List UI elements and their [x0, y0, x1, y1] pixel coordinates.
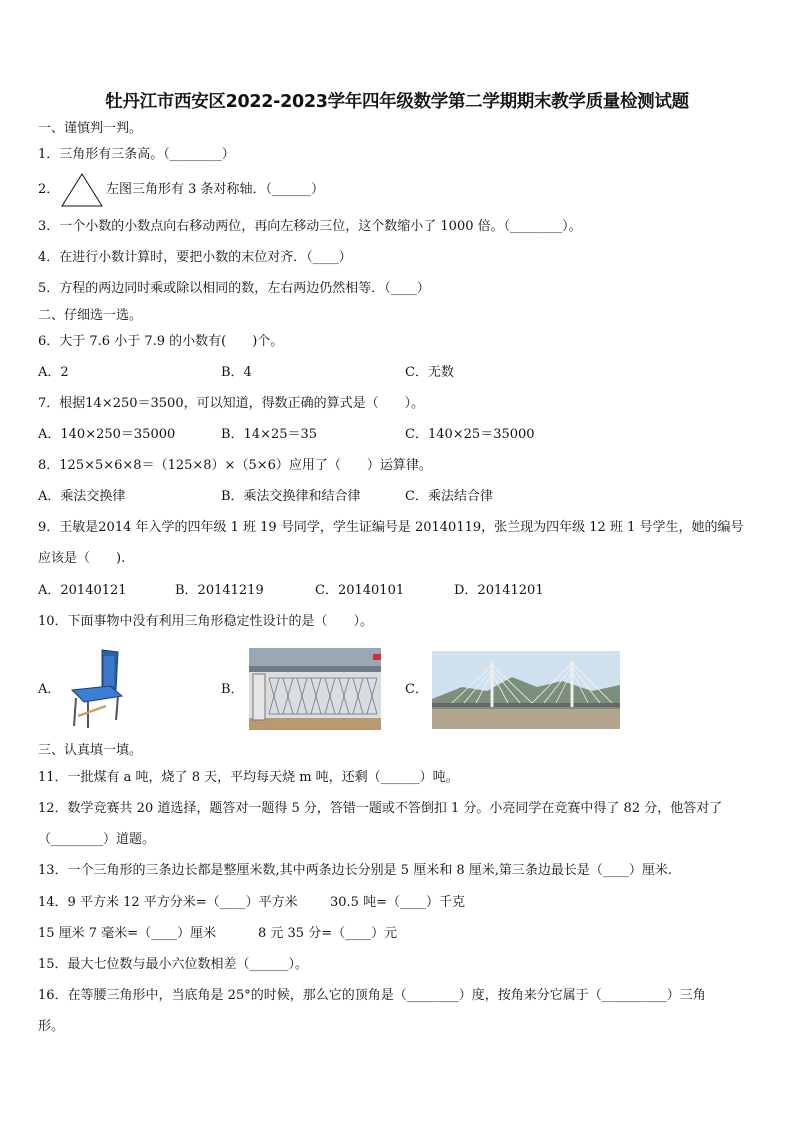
q8-option-c: C．乘法结合律: [405, 489, 493, 504]
question-4: 4．在进行小数计算时，要把小数的末位对齐．（____）: [38, 250, 352, 265]
q10-option-b: B．: [221, 682, 244, 697]
retractable-gate-image: [249, 648, 381, 730]
q8-option-b: B．乘法交换律和结合律: [221, 489, 361, 504]
question-15: 15．最大七位数与最小六位数相差（______）。: [38, 957, 309, 972]
question-16-line1: 16．在等腰三角形中，当底角是 25°的时候，那么它的顶角是（________）度，按角来分它属于（__________）三角: [38, 988, 706, 1003]
cable-stayed-bridge-image: [432, 651, 620, 729]
question-7: 7．根据14×250＝3500，可以知道，得数正确的算式是（ ）。: [38, 396, 425, 411]
q7-option-b: B．14×25＝35: [221, 427, 318, 442]
question-12-line1: 12．数学竞赛共 20 道选择，题答对一题得 5 分，答错一题或不答倒扣 1 分。小亮同学在竞赛中得了 82 分，他答对了: [38, 801, 723, 816]
question-9-line1: 9．王敏是2014 年入学的四年级 1 班 19 号同学，学生证编号是 20140119，张兰现为四年级 12 班 1 号学生，她的编号: [38, 520, 744, 535]
q8-option-a: A．乘法交换律: [38, 489, 126, 504]
question-14-part-b: 30.5 吨=（____）千克: [330, 895, 465, 910]
section-fill-heading: 三、认真填一填。: [38, 743, 143, 758]
triangle-figure: [60, 172, 104, 208]
question-6: 6．大于 7.6 小于 7.9 的小数有( )个。: [38, 334, 284, 349]
question-1: 1．三角形有三条高。（________）: [38, 147, 235, 162]
question-13: 13．一个三角形的三条边长都是整厘米数,其中两条边长分别是 5 厘米和 8 厘米,第三条边最长是（____）厘米.: [38, 863, 673, 878]
question-10: 10．下面事物中没有利用三角形稳定性设计的是（ ）。: [38, 614, 374, 629]
question-16-line2: 形。: [38, 1019, 65, 1034]
q10-option-c: C．: [405, 682, 428, 697]
question-3: 3．一个小数的小数点向右移动两位，再向左移动三位，这个数缩小了 1000 倍。（________）。: [38, 219, 582, 234]
question-14-part-a: 14．9 平方米 12 平方分米=（____）平方米: [38, 895, 298, 910]
q9-option-b: B．20141219: [175, 583, 264, 598]
question-12-line2: （________）道题。: [38, 832, 156, 847]
q10-option-a: A．: [38, 682, 61, 697]
section-choice-heading: 二、仔细选一选。: [38, 308, 143, 323]
q6-option-a: A．2: [38, 365, 69, 380]
chair-image: [66, 646, 128, 730]
q7-option-a: A．140×250＝35000: [38, 427, 176, 442]
question-14-part-c: 15 厘米 7 毫米=（____）厘米: [38, 926, 217, 941]
question-9-line2: 应该是（ ).: [38, 551, 126, 566]
question-14-part-d: 8 元 35 分=（____）元: [258, 926, 398, 941]
q6-option-b: B．4: [221, 365, 252, 380]
question-2-text: 左图三角形有 3 条对称轴．（______）: [106, 182, 325, 197]
q9-option-a: A．20140121: [38, 583, 127, 598]
section-judge-heading: 一、谨慎判一判。: [38, 121, 143, 136]
q6-option-c: C．无数: [405, 365, 454, 380]
question-2-number: 2．: [38, 182, 60, 197]
q7-option-c: C．140×25＝35000: [405, 427, 535, 442]
question-11: 11．一批煤有 a 吨，烧了 8 天，平均每天烧 m 吨，还剩（______）吨。: [38, 770, 459, 785]
page-title: 牡丹江市西安区2022-2023学年四年级数学第二学期期末教学质量检测试题: [105, 92, 689, 112]
question-8: 8．125×5×6×8＝（125×8）×（5×6）应用了（ ）运算律。: [38, 458, 432, 473]
question-5: 5．方程的两边同时乘或除以相同的数，左右两边仍然相等．（____）: [38, 281, 430, 296]
q9-option-c: C．20140101: [315, 583, 405, 598]
q9-option-d: D．20141201: [454, 583, 544, 598]
